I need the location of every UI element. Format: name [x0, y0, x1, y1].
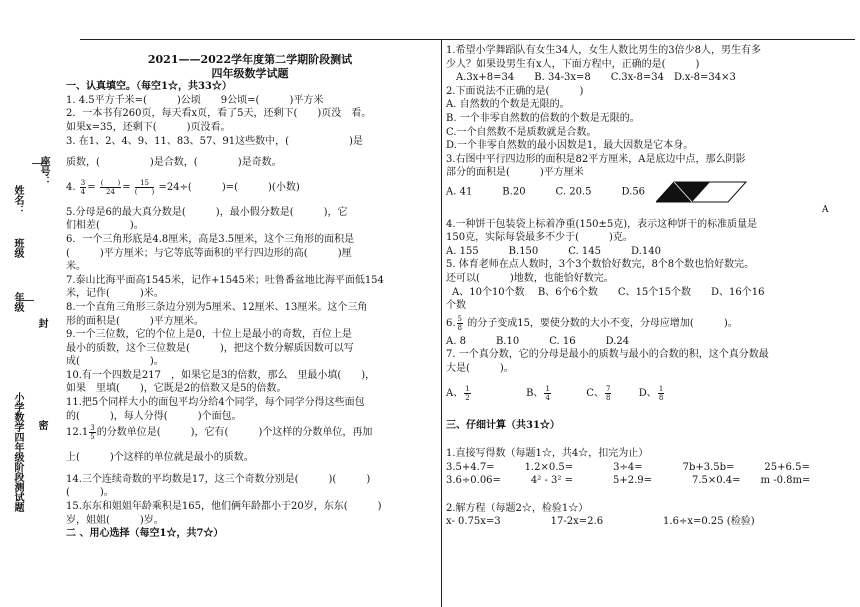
question-cont: 形的面积是( )平方厘米。	[66, 315, 204, 327]
options-cont: 个数	[446, 300, 466, 312]
question: 3. 在1、2、4、9、11、83、57、91这些数中，( )是	[66, 135, 363, 147]
question: 14.三个连续奇数的平均数是17，这三个奇数分别是( )( )	[66, 473, 371, 485]
option: B. 一个非零自然数的倍数的个数是无限的。	[446, 112, 640, 124]
question: 10.有一个四数是217 ，如果它是3的倍数，那么 里最小填( )，	[66, 369, 376, 381]
seat-blank	[32, 163, 46, 164]
options: A. 155 B.150 C. 145 D.140	[446, 245, 661, 257]
top-rule	[80, 39, 855, 40]
question-cont: 部分的面积是( )平方厘米	[446, 167, 584, 179]
option: D.一个非零自然数的最小因数是1，最大因数是它本身。	[446, 140, 694, 152]
question: 2.下面说法不正确的是( )	[446, 85, 584, 97]
class-label: 班级	[12, 238, 23, 258]
question: 9.一个三位数，它的个位上是0，十位上是最小的奇数，百位上是	[66, 329, 352, 341]
question: 11.把5个同样大小的面包平均分给4个同学，每个同学分得这些面包	[66, 397, 365, 409]
options: A、10个10个数 B、6个6个数 C、15个15个数 D、16个16	[452, 286, 765, 298]
option-c: C、 $\frac{7}{8}$	[586, 385, 611, 403]
question-cont: 最小的质数，这个三位数是( )，把这个数分解质因数可以写	[66, 342, 354, 354]
figure-label: A	[822, 204, 829, 215]
question-cont: 少人？如果设男生有x人，下面方程中，正确的是( )	[446, 58, 700, 70]
section3-heading: 三、仔细计算（共31☆）	[446, 420, 560, 432]
question: 15.东东和姐姐年龄乘积是165，他们俩年龄都小于20岁，东东( )	[66, 501, 382, 513]
question: 7.泰山比海平面高1545米，记作+1545米；吐鲁番盆地比海平面低154	[66, 274, 384, 286]
question: 2.解方程（每题2☆，检验1☆）	[446, 502, 589, 514]
question-cont: 们相差( )。	[66, 220, 144, 232]
question-fraction: 6. $\frac{5}{8}$ 的分子变成15，要使分数的大小不变，分母应增加( )。	[446, 314, 738, 332]
exam-title: 2021——2022学年度第二学期阶段测试	[147, 53, 353, 66]
fraction: $\frac{3}{4}$	[80, 178, 86, 196]
question-cont: 大是( )。	[446, 362, 514, 374]
question-cont: ( )。	[66, 487, 114, 499]
question: 1.希望小学舞蹈队有女生34人，女生人数比男生的3倍少8人，男生有多	[446, 45, 761, 56]
seal-mark: 封	[36, 318, 47, 328]
question-cont: 的( )，每人分得( )个面包。	[66, 410, 242, 422]
option: A. 自然数的个数是无限的。	[446, 99, 570, 111]
question: 3.右图中平行四边形的面积是82平方厘米，A是底边中点，那么阴影	[446, 153, 746, 165]
calc-row: 3.5+4.7= 1.2×0.5= 3÷4= 7b+3.5b= 25+6.5=	[446, 461, 810, 473]
question-cont: 如果x=35，还剩下( )页没看。	[66, 121, 231, 133]
question: 5.分母是6的最大真分数是( )，最小假分数是( )，它	[66, 206, 348, 218]
question-cont: 如果 里填( )，它既是2的倍数又是5的倍数。	[66, 383, 287, 395]
question-cont: 质数，( )是合数，( )是奇数。	[66, 157, 282, 169]
question-cont: 成( )。	[66, 356, 164, 368]
column-divider	[441, 40, 442, 607]
left-column	[66, 53, 434, 541]
question: 6．一个三角形底是4.8厘米，高是3.5厘米，这个三角形的面积是	[66, 233, 355, 245]
grade-label: 年级	[12, 292, 23, 312]
section1-heading: 一、认真填空。（每空1☆，共33☆）	[66, 81, 232, 93]
question-fractions: 4. $\frac{3}{4}$ = $\frac{( )}{24}$ = $\frac{15}{( )}$ =24÷( )=( )(小数)	[66, 178, 300, 196]
calc-row: 3.6÷0.06= 4² - 3² = 5+2.9= 7.5×0.4= m -0.8m=	[446, 475, 811, 487]
option: C.一个自然数不是质数就是合数。	[446, 126, 597, 138]
question: 4.一种饼干包装袋上标着净重(150±5克)，表示这种饼干的标准质量是	[446, 218, 758, 230]
question-cont: 上( )个这样的单位就是最小的质数。	[66, 452, 254, 464]
question-mixed-number: 12.1 $\frac{3}{5}$ 的分数单位是( )，它有( )个这样的分数单位，再加	[66, 424, 373, 442]
dense-mark: 密	[36, 420, 47, 430]
seat-label: 座号：	[38, 156, 49, 186]
question: 1. 4.5平方千米=( )公顷 9公顷=( )平方米	[66, 94, 324, 106]
fraction: $\frac{3}{5}$	[90, 424, 95, 442]
options: A.3x+8=34 B. 34-3x=8 C.3x-8=34 D.x-8=34×3	[456, 72, 736, 84]
question-cont: 米。	[66, 261, 86, 273]
question: 5. 体育老师在点人数时，3个3个数恰好数完，8个8个数也恰好数完。	[446, 259, 755, 271]
fraction: $\frac{15}{( )}$	[134, 178, 155, 196]
question-cont: ( )平方厘米；与它等底等面积的平行四边形的高( )厘	[66, 247, 352, 259]
question-cont: 米，记作( )米。	[66, 288, 164, 300]
grade-blank	[16, 300, 34, 301]
name-label: 姓名：	[12, 185, 23, 215]
question-cont: 岁，姐姐( )岁。	[66, 514, 164, 526]
parallelogram-figure	[656, 180, 748, 204]
question: 1.直接写得数（每题1☆，共4☆，扣完为止）	[446, 448, 649, 460]
options-with-figure: A. 41 B.20 C. 20.5 D.56	[446, 180, 856, 204]
exam-subtitle: 四年级数学试题	[211, 66, 289, 80]
binding-strip	[0, 0, 60, 607]
section2-heading: 二 、用心选择（每空1☆，共7☆）	[66, 528, 224, 540]
exam-name-vertical: 小学数学四年级阶段测试题	[12, 392, 23, 512]
question: 2．一本书有260页，每天看x页，看了5天，还剩下( )页没 看。	[66, 108, 372, 120]
question: 7. 一个真分数，它的分母是最小的质数与最小的合数的积，这个真分数最	[446, 349, 769, 361]
question: 8.一个直角三角形三条边分别为5厘米、12厘米、13厘米。这个三角	[66, 301, 368, 313]
option-d: D、 $\frac{1}{8}$	[638, 385, 664, 403]
options: A. 8 B.10 C. 16 D.24	[446, 335, 630, 347]
fraction: $\frac{( )}{24}$	[100, 178, 121, 196]
right-column	[446, 44, 856, 529]
question-cont: 150克，实际每袋最多不少于( )克。	[446, 232, 633, 244]
equation-row: x- 0.75x=3 17-2x=2.6 1.6÷x=0.25 (检验)	[446, 516, 755, 528]
question-cont: 还可以( )地数，也能恰好数完。	[446, 272, 614, 284]
option-a: A、 $\frac{1}{2}$	[446, 385, 470, 403]
fraction: $\frac{5}{8}$	[457, 314, 463, 332]
fraction-options	[446, 383, 856, 405]
option-b: B、 $\frac{1}{4}$	[526, 385, 550, 403]
